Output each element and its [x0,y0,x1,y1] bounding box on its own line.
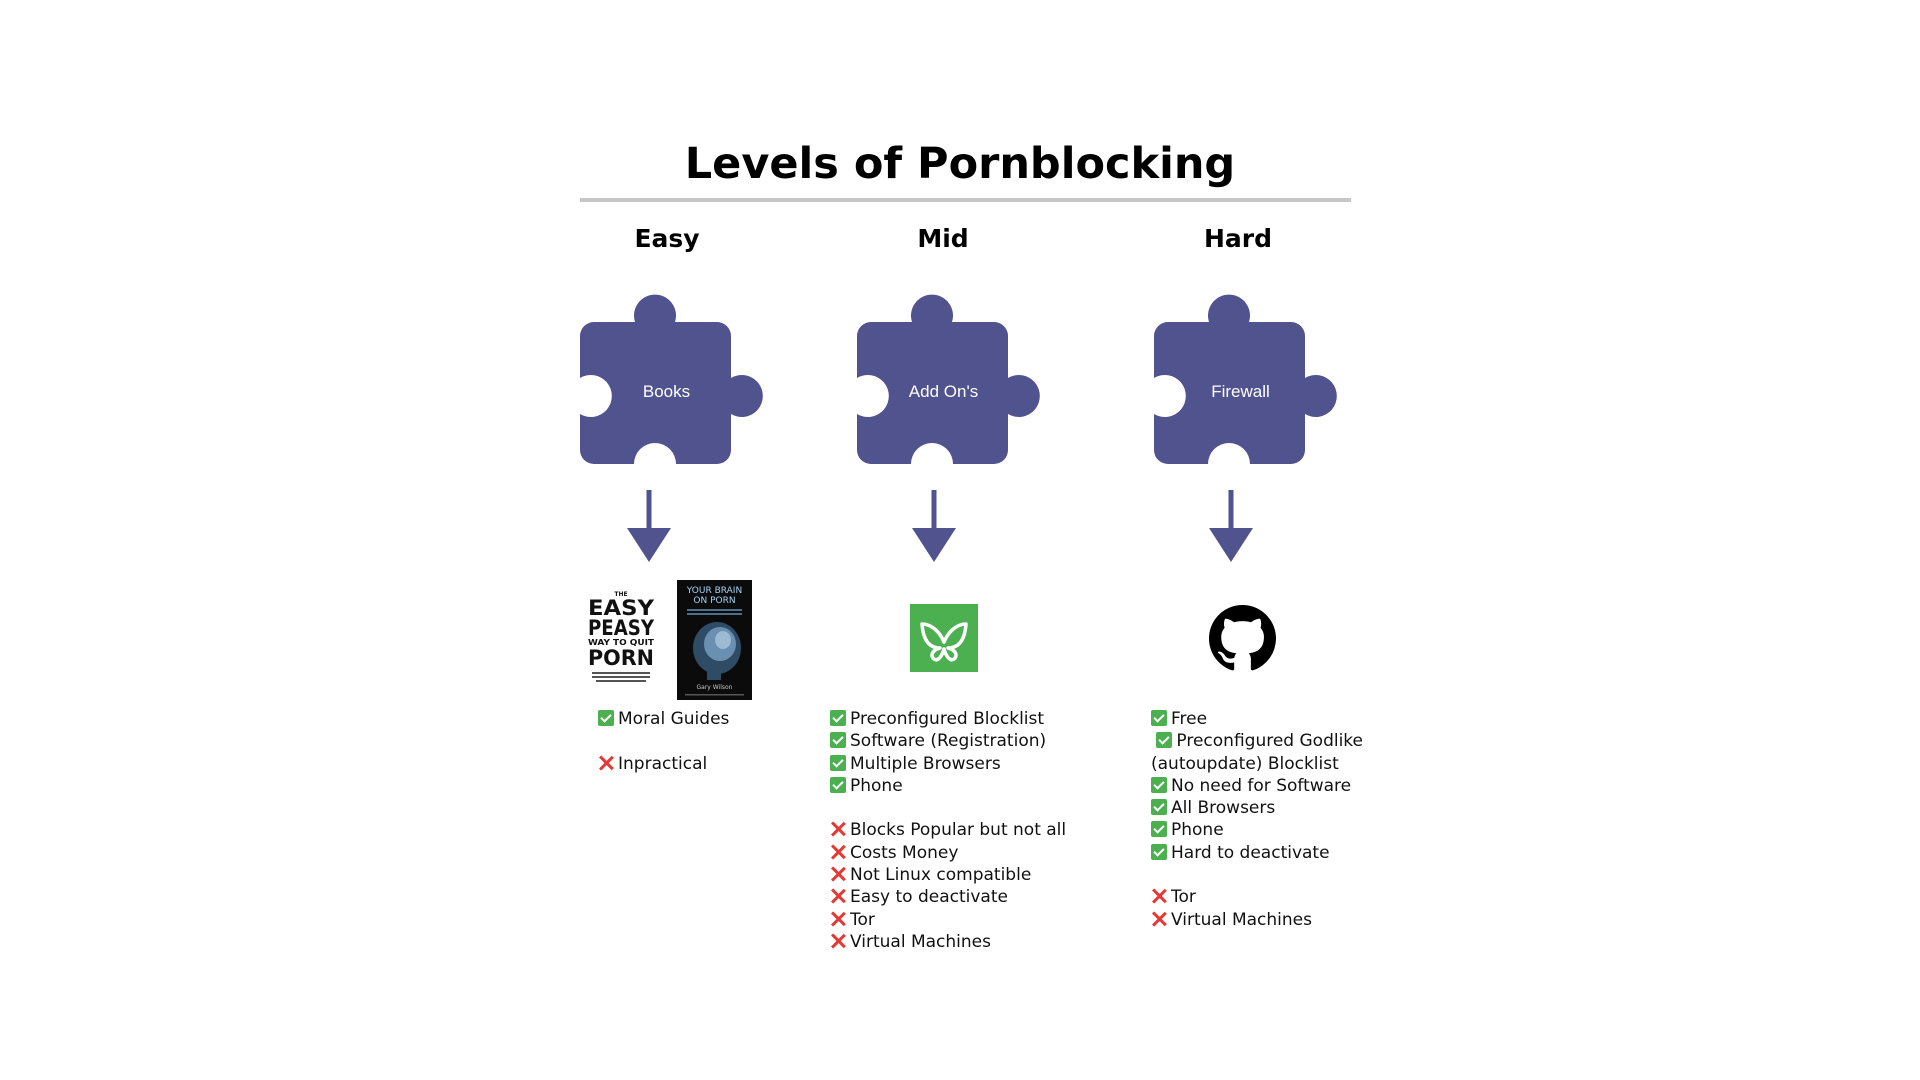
level-heading-mid: Mid [917,224,969,253]
cross-icon [830,866,846,882]
list-item-con: Not Linux compatible [830,864,1066,886]
puzzle-icon [857,278,1055,476]
list-item-con: Costs Money [830,842,1066,864]
check-icon [598,710,614,726]
check-icon [1151,799,1167,815]
puzzle-icon [580,278,778,476]
check-icon [830,777,846,793]
check-icon [830,710,846,726]
book-text: YOUR BRAIN [686,586,743,596]
pros-cons-list-easy [598,708,729,775]
check-icon [1156,732,1172,748]
arrow-down-icon [912,490,956,562]
arrow-down-icon [627,490,671,562]
puzzle-piece-mid [857,278,1055,476]
list-item-con: Easy to deactivate [830,886,1066,908]
level-heading-easy: Easy [634,224,700,253]
list-item-pro: Multiple Browsers [830,753,1066,775]
book-text: WAY TO QUIT [588,638,655,647]
book-cover-your-brain-on-porn [677,580,752,700]
book-text: EASY [588,596,655,620]
cross-icon [598,755,614,771]
pros-cons-list-mid [830,708,1066,953]
list-item-pro: Phone [1151,819,1363,841]
check-icon [1151,821,1167,837]
check-icon [1151,777,1167,793]
cross-icon [1151,911,1167,927]
book-text: Gary Wilson [696,684,733,691]
list-item-pro: Free [1151,708,1363,730]
list-item-pro: Preconfigured Blocklist [830,708,1066,730]
puzzle-piece-easy [580,278,778,476]
cross-icon [1151,888,1167,904]
list-item-con: Inpractical [598,753,729,775]
list-item-pro: Hard to deactivate [1151,842,1363,864]
list-item-pro: No need for Software [1151,775,1363,797]
list-item-con: Blocks Popular but not all [830,819,1066,841]
list-item-pro: Preconfigured Godlike [1151,730,1363,752]
list-item-con: Tor [830,909,1066,931]
cross-icon [830,911,846,927]
book-text: PEASY [588,616,655,640]
level-heading-hard: Hard [1203,224,1273,253]
check-icon [830,755,846,771]
butterfly-logo-icon [910,604,978,672]
list-item-con: Tor [1151,886,1363,908]
piece-label-books: Books [642,382,691,401]
list-item-pro: All Browsers [1151,797,1363,819]
cross-icon [830,888,846,904]
puzzle-icon [1154,278,1352,476]
check-icon [1151,844,1167,860]
piece-label-firewall: Firewall [1211,382,1270,401]
list-item-pro: Software (Registration) [830,730,1066,752]
page-title: Levels of Pornblocking [684,139,1236,189]
list-item-con: Virtual Machines [830,931,1066,953]
list-item-pro: Moral Guides [598,708,729,730]
github-logo-icon [1209,605,1276,672]
title-divider [580,198,1351,202]
check-icon [830,732,846,748]
list-item-pro: Phone [830,775,1066,797]
arrow-down-icon [1209,490,1253,562]
cross-icon [830,821,846,837]
piece-label-add-ons: Add On's [908,382,979,401]
cross-icon [830,844,846,860]
book-text: PORN [588,646,654,670]
list-item-con: Virtual Machines [1151,909,1363,931]
list-item-pro-continued: (autoupdate) Blocklist [1151,753,1339,774]
book-cover-easy-peasy [586,582,656,688]
puzzle-piece-hard [1154,278,1352,476]
pros-cons-list-hard [1151,708,1363,931]
cross-icon [830,933,846,949]
book-text: ON PORN [693,596,736,606]
book-text: THE [614,591,628,598]
check-icon [1151,710,1167,726]
